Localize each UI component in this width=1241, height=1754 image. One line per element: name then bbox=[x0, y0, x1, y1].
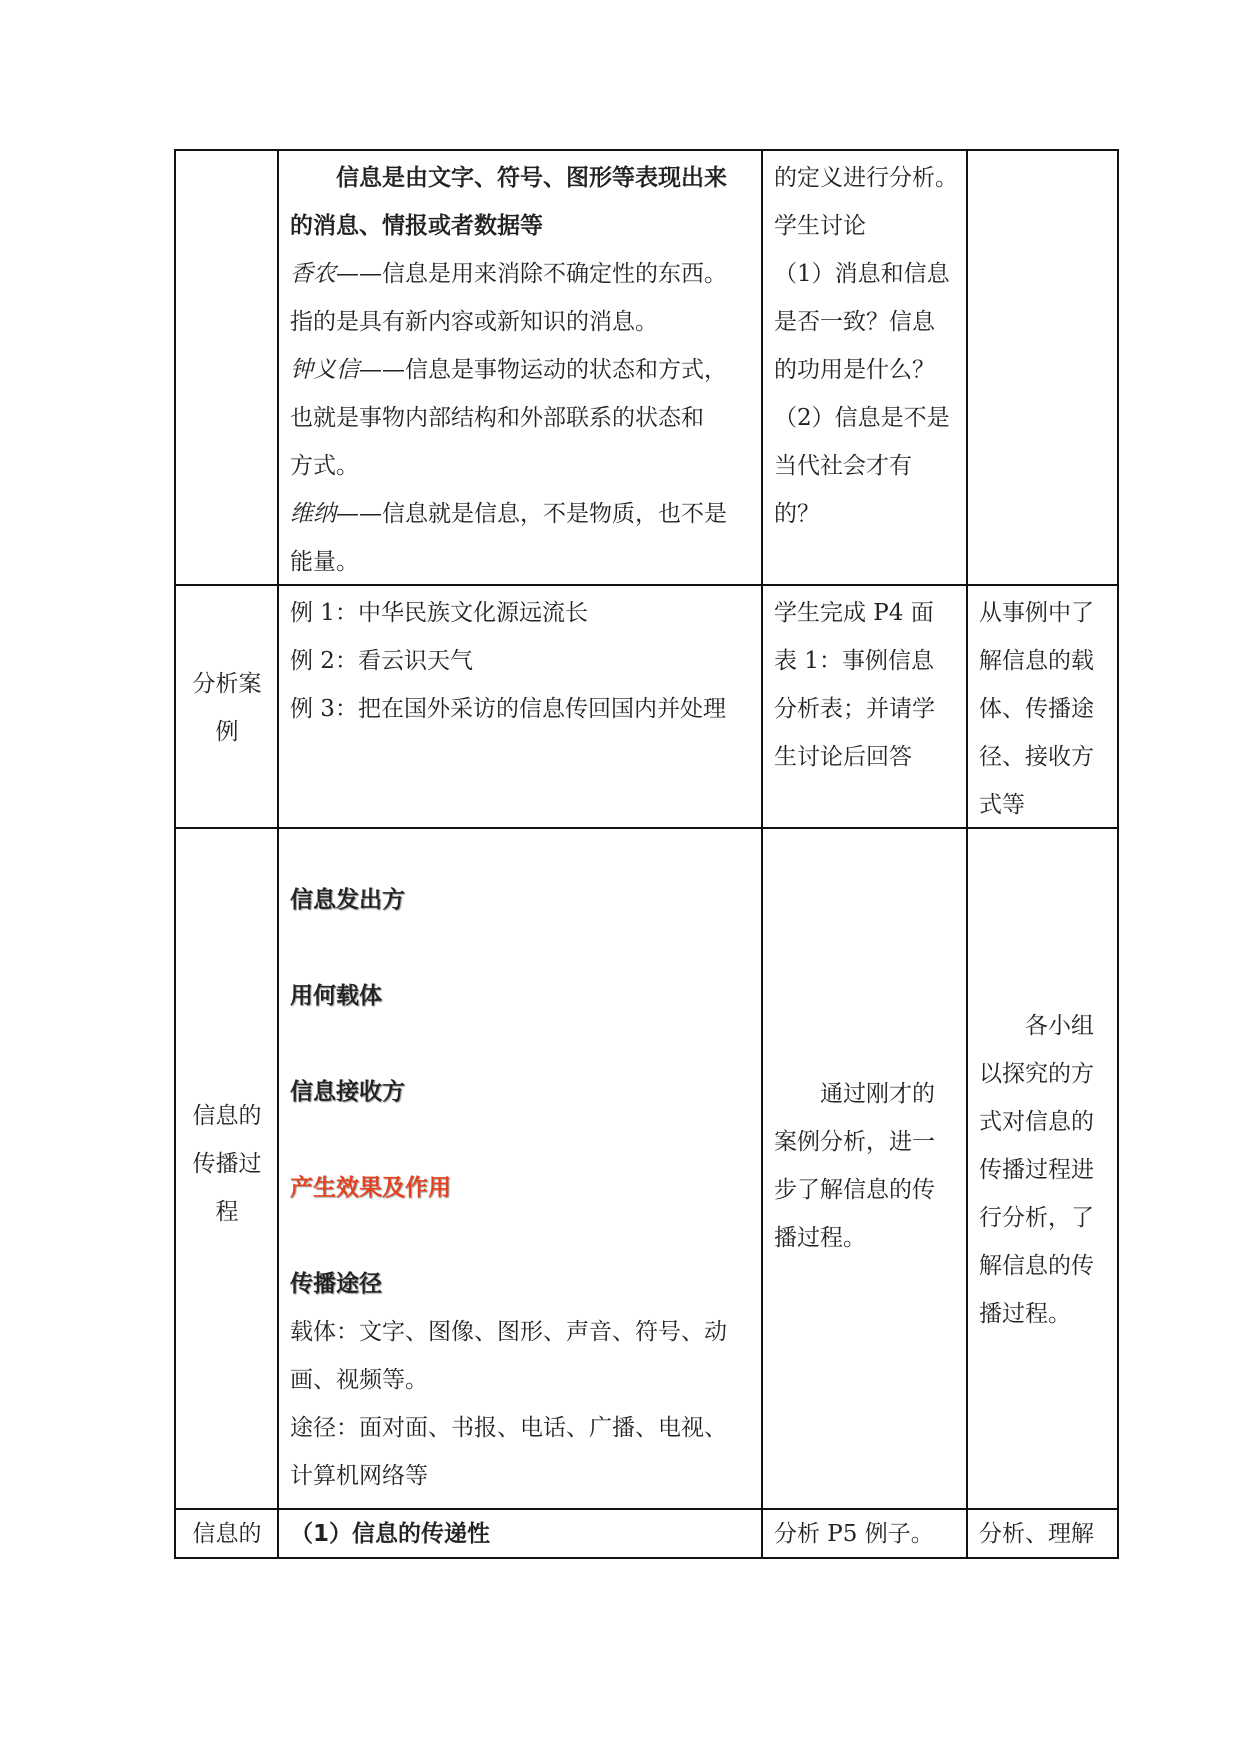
sender-label: 信息发出方 bbox=[290, 887, 405, 913]
activity-line: 案例分析，进一 bbox=[774, 1129, 935, 1155]
activity-line: （2）信息是不是 bbox=[774, 405, 950, 431]
zhong-definition-line-3: 方式。 bbox=[290, 453, 359, 479]
zhong-definition-line-1 bbox=[290, 346, 756, 394]
activity-line: 学生讨论 bbox=[774, 213, 866, 239]
wiener-text: ——信息就是信息，不是物质，也不是 bbox=[336, 501, 727, 527]
row3-activity-cell bbox=[774, 1070, 960, 1262]
carrier-label: 用何载体 bbox=[290, 983, 382, 1009]
definition-bold-line-2: 的消息、情报或者数据等 bbox=[290, 213, 543, 239]
activity-line: 是否一致？信息 bbox=[774, 309, 935, 335]
row4-content-cell bbox=[290, 1510, 756, 1558]
example-line: 例 3：把在国外采访的信息传回国内并处理 bbox=[290, 696, 726, 722]
goal-line: 径、接收方 bbox=[979, 744, 1094, 770]
goal-line: 分析、理解 bbox=[979, 1521, 1094, 1547]
table-border-top bbox=[174, 149, 1119, 151]
activity-line: 分析表；并请学 bbox=[774, 696, 935, 722]
activity-line: （1）消息和信息 bbox=[774, 261, 950, 287]
zhong-name: 钟义信 bbox=[290, 357, 359, 383]
row2-content-cell bbox=[290, 589, 756, 733]
table-border-right bbox=[1117, 149, 1119, 1559]
row4-goal-cell bbox=[979, 1510, 1113, 1558]
activity-line: 分析 P5 例子。 bbox=[774, 1521, 934, 1547]
carrier-detail-line-2: 画、视频等。 bbox=[290, 1367, 428, 1393]
goal-line: 播过程。 bbox=[979, 1301, 1071, 1327]
topic-line: 传播过 bbox=[192, 1151, 262, 1177]
goal-line: 体、传播途 bbox=[979, 696, 1094, 722]
receiver-label: 信息接收方 bbox=[290, 1079, 405, 1105]
goal-line: 以探究的方 bbox=[979, 1061, 1094, 1087]
wiener-definition-line-1 bbox=[290, 490, 756, 538]
topic-line: 分析案 bbox=[192, 671, 262, 697]
goal-line: 解信息的传 bbox=[979, 1253, 1094, 1279]
row4-activity-cell bbox=[774, 1510, 960, 1558]
row2-topic-cell bbox=[178, 660, 276, 756]
shannon-definition-line-1 bbox=[290, 250, 756, 298]
topic-line: 例 bbox=[215, 719, 239, 745]
shannon-definition-line-2: 指的是具有新内容或新知识的消息。 bbox=[290, 309, 658, 335]
activity-line: 表 1：事例信息 bbox=[774, 648, 934, 674]
activity-line: 通过刚才的 bbox=[820, 1081, 935, 1107]
table-divider-col3 bbox=[761, 149, 763, 1559]
shannon-name: 香农 bbox=[290, 261, 336, 287]
row3-goal-cell bbox=[979, 1002, 1113, 1338]
row1-activity-cell bbox=[774, 154, 960, 538]
goal-line: 式对信息的 bbox=[979, 1109, 1094, 1135]
activity-line: 学生完成 P4 面 bbox=[774, 600, 934, 626]
row2-goal-cell bbox=[979, 589, 1113, 829]
path-label: 传播途径 bbox=[290, 1271, 382, 1297]
transmissibility-heading: （1）信息的传递性 bbox=[290, 1521, 491, 1547]
table-border-left bbox=[174, 149, 176, 1559]
activity-line: 的功用是什么？ bbox=[774, 357, 935, 383]
activity-line: 步了解信息的传 bbox=[774, 1177, 935, 1203]
goal-line: 各小组 bbox=[1025, 1013, 1094, 1039]
goal-line: 行分析，了 bbox=[979, 1205, 1094, 1231]
topic-line: 程 bbox=[215, 1199, 239, 1225]
activity-line: 的？ bbox=[774, 501, 820, 527]
definition-bold-line-1: 信息是由文字、符号、图形等表现出来 bbox=[336, 165, 727, 191]
activity-line: 播过程。 bbox=[774, 1225, 866, 1251]
path-detail-line-2: 计算机网络等 bbox=[290, 1463, 428, 1489]
wiener-definition-line-2: 能量。 bbox=[290, 549, 359, 575]
activity-line: 的定义进行分析。 bbox=[774, 165, 958, 191]
goal-line: 解信息的载 bbox=[979, 648, 1094, 674]
row3-topic-cell bbox=[178, 1092, 276, 1236]
row3-content-cell bbox=[290, 876, 756, 1500]
effect-label: 产生效果及作用 bbox=[290, 1175, 451, 1201]
example-line: 例 1：中华民族文化源远流长 bbox=[290, 600, 588, 626]
zhong-text: ——信息是事物运动的状态和方式， bbox=[359, 357, 727, 383]
table-divider-col4 bbox=[966, 149, 968, 1559]
goal-line: 传播过程进 bbox=[979, 1157, 1094, 1183]
table-divider-col2 bbox=[277, 149, 279, 1559]
row-divider-2 bbox=[174, 827, 1119, 829]
wiener-name: 维纳 bbox=[290, 501, 336, 527]
zhong-definition-line-2: 也就是事物内部结构和外部联系的状态和 bbox=[290, 405, 704, 431]
carrier-detail-line-1: 载体：文字、图像、图形、声音、符号、动 bbox=[290, 1319, 727, 1345]
topic-line: 信息的 bbox=[192, 1521, 262, 1547]
row1-content-cell bbox=[290, 154, 756, 586]
topic-line: 信息的 bbox=[192, 1103, 262, 1129]
shannon-text: ——信息是用来消除不确定性的东西。 bbox=[336, 261, 727, 287]
activity-line: 当代社会才有 bbox=[774, 453, 912, 479]
goal-line: 从事例中了 bbox=[979, 600, 1094, 626]
activity-line: 生讨论后回答 bbox=[774, 744, 912, 770]
path-detail-line-1: 途径：面对面、书报、电话、广播、电视、 bbox=[290, 1415, 727, 1441]
row4-topic-cell bbox=[178, 1510, 276, 1558]
goal-line: 式等 bbox=[979, 792, 1025, 818]
row2-activity-cell bbox=[774, 589, 960, 781]
example-line: 例 2：看云识天气 bbox=[290, 648, 473, 674]
